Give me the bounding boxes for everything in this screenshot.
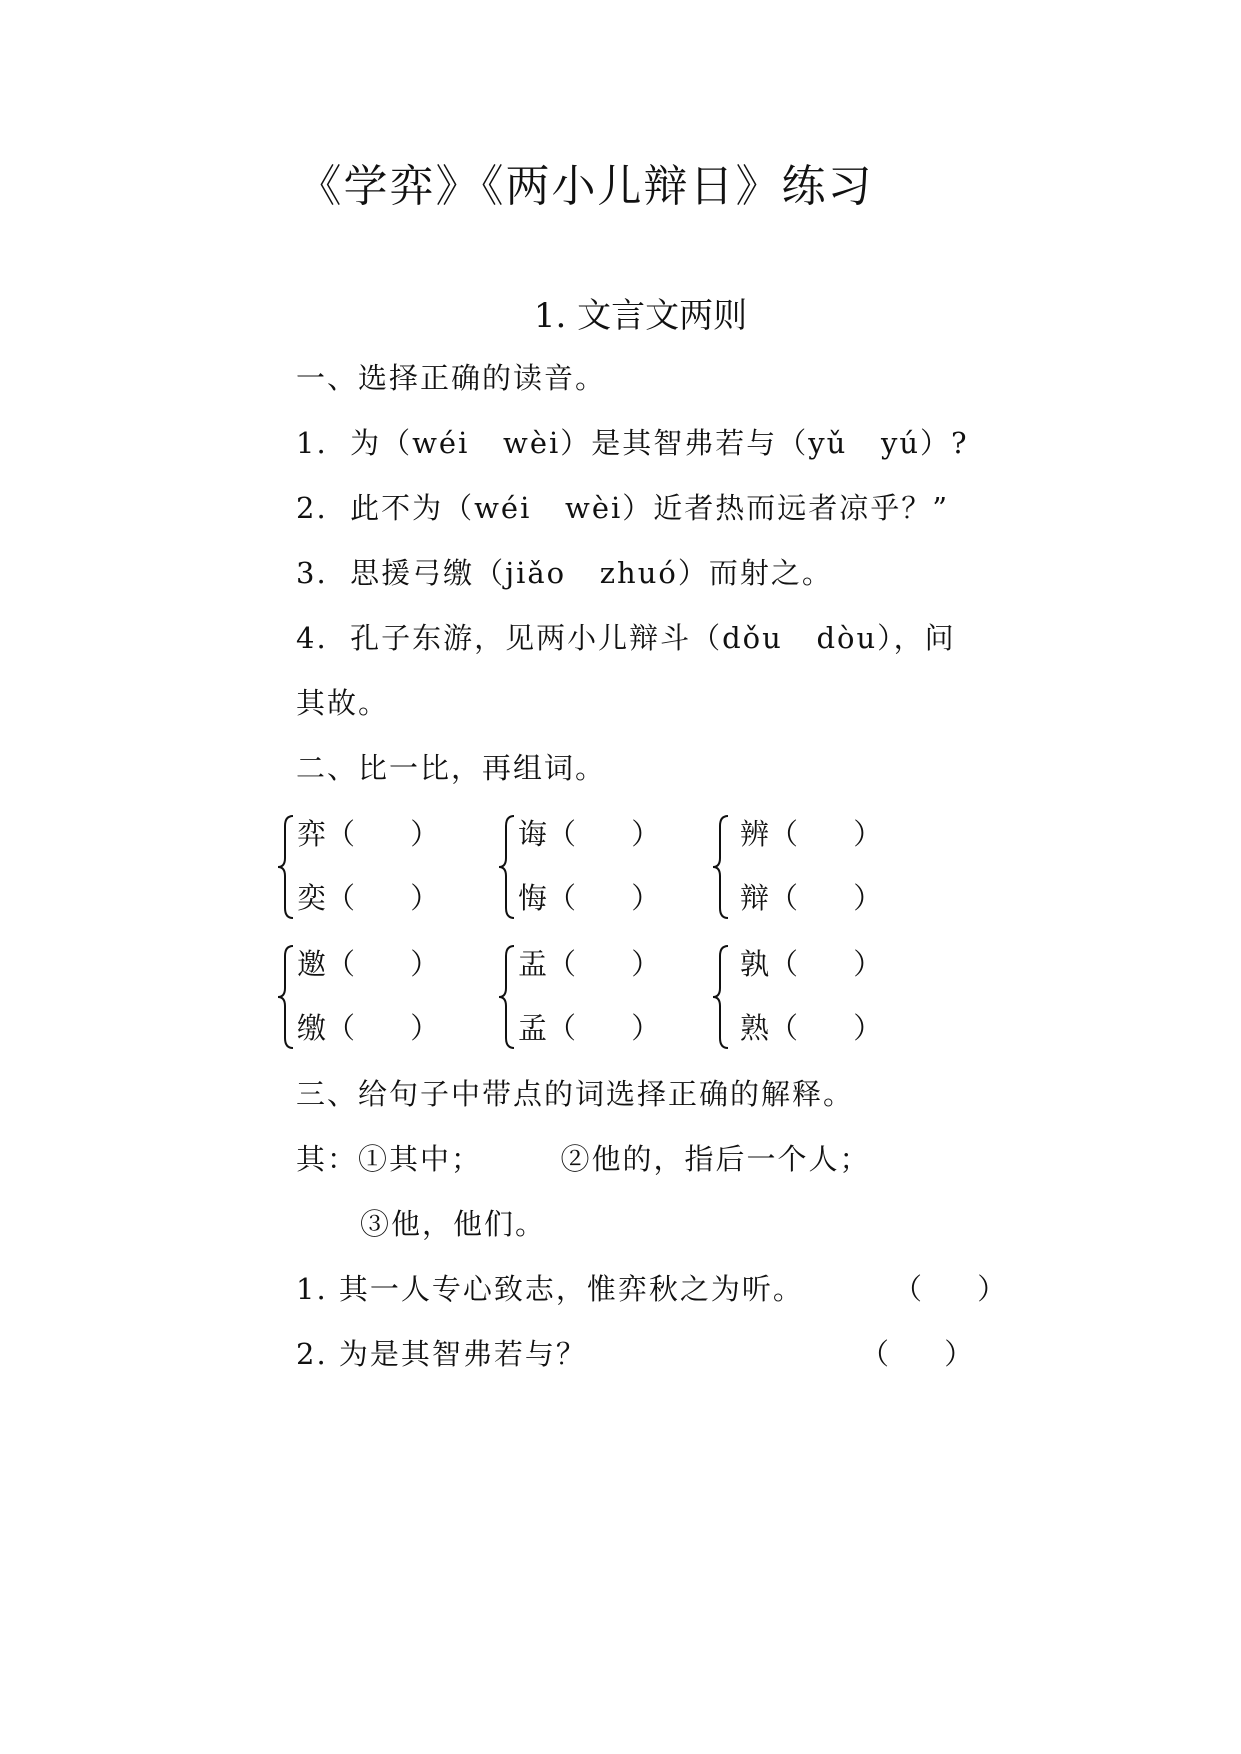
pair-bottom-word: 缴（ ） [297,1011,440,1045]
section1-item-1: 1. 为（wéi wèi）是其智弗若与（yǔ yú）? [296,426,969,460]
char-pair-3 [712,814,912,924]
section1-item-4-continued: 其故。 [296,686,390,720]
pair-top-word: 盂（ ） [518,947,661,981]
pair-top-word: 诲（ ） [518,817,661,851]
section1-item-4: 4. 孔子东游，见两小儿辩斗（dǒu dòu），问 [296,621,956,655]
question-1: 1. 其一人专心致志，惟弈秋之为听。 [296,1272,804,1306]
char-pair-1 [277,814,477,924]
sub-title: 1. 文言文两则 [533,296,748,336]
section1-heading: 一、选择正确的读音。 [296,361,607,395]
pair-bottom-word: 孟（ ） [518,1011,661,1045]
char-pair-2 [498,814,698,924]
definition-line-2: ③他，他们。 [360,1207,547,1241]
curly-brace-icon [277,814,295,920]
answer-blank-1: （ ） [893,1272,1007,1306]
pair-bottom-word: 辩（ ） [740,881,883,915]
pair-bottom-word: 奕（ ） [297,881,440,915]
section3-heading: 三、给句子中带点的词选择正确的解释。 [296,1077,855,1111]
answer-blank-2: （ ） [860,1337,974,1371]
question-2: 2. 为是其智弗若与？ [296,1337,587,1371]
char-pair-4 [277,944,477,1054]
curly-brace-icon [712,944,730,1050]
curly-brace-icon [712,814,730,920]
page-title: 《学弈》《两小儿辩日》练习 [297,161,874,212]
pair-top-word: 辨（ ） [740,817,883,851]
curly-brace-icon [498,814,516,920]
section1-item-3: 3. 思援弓缴（jiǎo zhuó）而射之。 [296,556,833,590]
curly-brace-icon [277,944,295,1050]
pair-bottom-word: 熟（ ） [740,1011,883,1045]
pair-top-word: 弈（ ） [297,817,440,851]
pair-top-word: 孰（ ） [740,947,883,981]
section1-item-2: 2. 此不为（wéi wèi）近者热而远者凉乎？” [296,491,950,525]
curly-brace-icon [498,944,516,1050]
char-pair-6 [712,944,912,1054]
pair-top-word: 邀（ ） [297,947,440,981]
char-pair-5 [498,944,698,1054]
section2-heading: 二、比一比，再组词。 [296,751,607,785]
definition-line-1: 其：①其中； ②他的，指后一个人； [296,1142,871,1176]
pair-bottom-word: 悔（ ） [518,881,661,915]
